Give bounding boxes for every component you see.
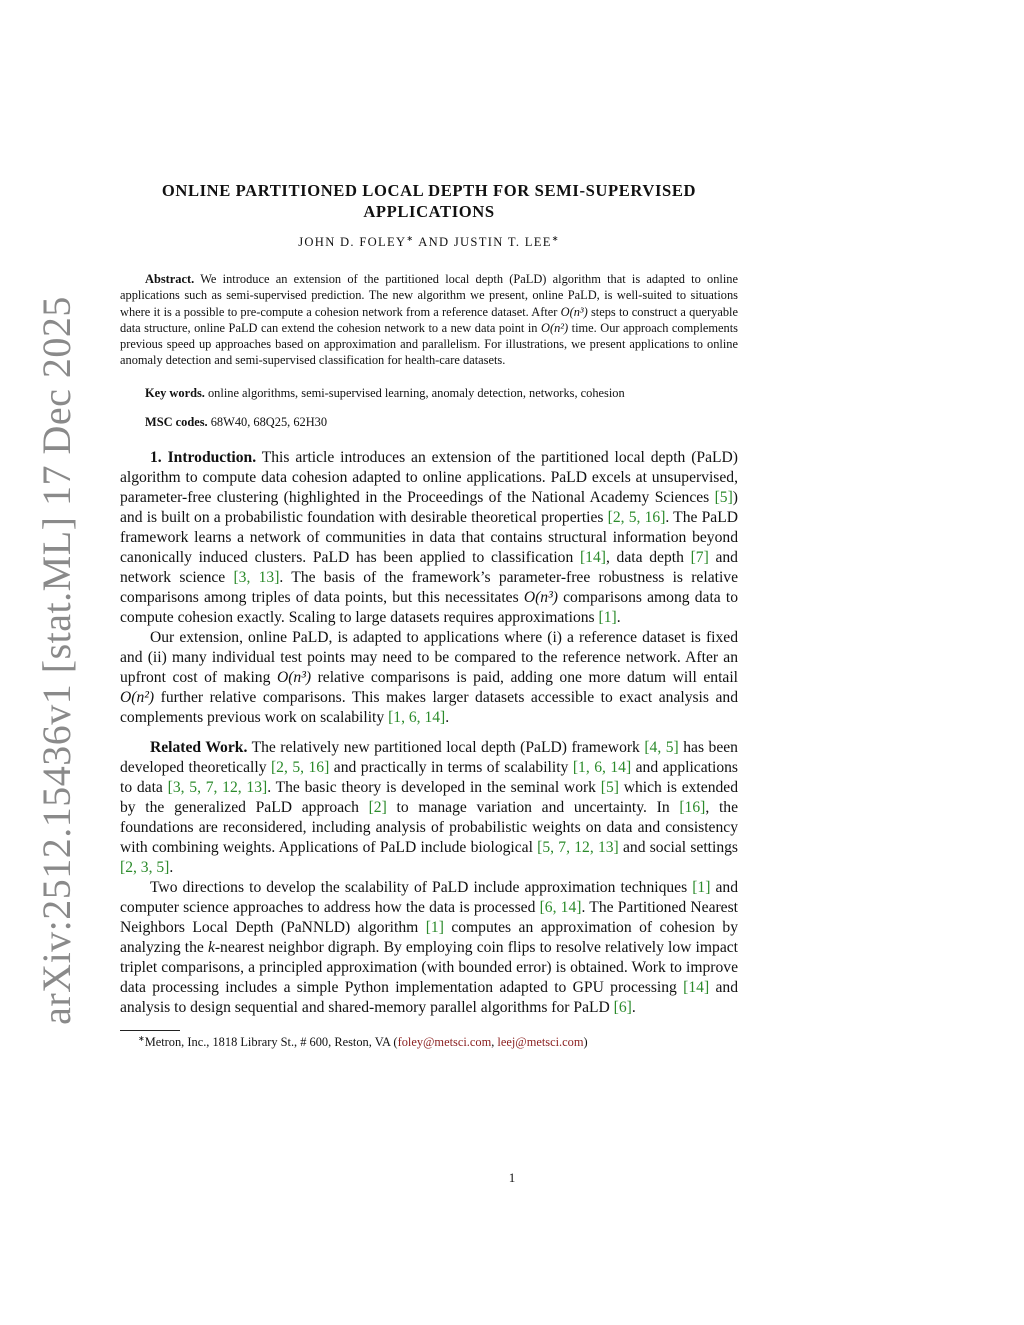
title-line-2: APPLICATIONS: [363, 202, 495, 221]
math-k: k: [207, 939, 215, 957]
introduction-heading: 1. Introduction.: [150, 449, 257, 467]
paper-title: [120, 180, 738, 222]
email-link-foley[interactable]: foley@metsci.com: [397, 1035, 492, 1050]
related-text: -nearest neighbor digraph. By employing coin flips to resolve relatively low impact triplet comparisons, a principled approximation (with bounded error) is obtained. Work to improve data processing includes a simple Python implementation adapted to GPU processing: [120, 939, 738, 997]
footnote-text: Metron, Inc., 1818 Library St., # 600, Reston, VA (: [144, 1035, 398, 1050]
abstract-text-a: We introduce an extension of the partitioned local depth (PaLD) algorithm that is adapted to online applications such as semi-supervised prediction. The new algorithm we present, online PaLD, is well-suited to situations where it is a possible to pre-compute a cohesion network from a reference dataset. After: [120, 272, 738, 319]
related-text: . The Partitioned Nearest Neighbors Local Depth (PaNNLD) algorithm: [120, 899, 739, 937]
author-2: JUSTIN T. LEE: [453, 235, 552, 250]
citation-link[interactable]: [3, 5, 7, 12, 13]: [167, 779, 268, 797]
math-o-n2: O(n²): [541, 320, 569, 335]
citation-link[interactable]: [6]: [613, 999, 632, 1017]
abstract: [120, 271, 738, 368]
citation-link[interactable]: [2, 5, 16]: [270, 759, 330, 777]
intro-text: .: [616, 609, 621, 627]
intro-text: and network science: [120, 549, 738, 587]
intro-text: This article introduces an extension of the partitioned local depth (PaLD) algorithm to compute data cohesion adapted to online applications. PaLD excels at unsupervised, parameter-free clustering (highlighted in the Proceedings of the National Academy Sciences: [120, 449, 739, 507]
footnote-divider: [120, 1030, 180, 1031]
abstract-text-b: steps to construct a queryable data structure, online PaLD can extend the cohesion network to a new data point in: [120, 304, 738, 335]
citation-link[interactable]: [7]: [690, 549, 709, 567]
related-text: which is extended by the generalized PaLD approach: [120, 779, 739, 817]
author-1-footnote-mark[interactable]: ∗: [406, 234, 415, 243]
keywords: [145, 386, 738, 401]
keywords-text: online algorithms, semi-supervised learning, anomaly detection, networks, cohesion: [204, 386, 625, 401]
citation-link[interactable]: [1, 6, 14]: [572, 759, 632, 777]
msc-codes: [145, 415, 738, 430]
related-text: and practically in terms of scalability: [329, 759, 573, 777]
page-number: 1: [508, 1170, 516, 1185]
arxiv-identifier-stamp: [32, 295, 80, 1025]
introduction-paragraph-1: [120, 448, 738, 628]
intro-text: . The basis of the framework’s parameter-free robustness is relative comparisons among triples of data points, but this necessitates: [120, 569, 738, 607]
intro-text: comparisons among data to compute cohesion exactly. Scaling to large datasets requires approximations: [120, 589, 738, 627]
citation-link[interactable]: [2, 3, 5]: [120, 859, 170, 877]
author-list: [120, 234, 738, 250]
related-work-paragraph-1: [120, 738, 738, 878]
title-line-1: ONLINE PARTITIONED LOCAL DEPTH FOR SEMI-SUPERVISED: [161, 181, 697, 200]
intro-text: , data depth: [605, 549, 691, 567]
author-conjunction: AND: [414, 235, 454, 250]
related-text: to manage variation and uncertainty. In: [386, 799, 680, 817]
citation-link[interactable]: [14]: [579, 549, 606, 567]
math-o-n3: O(n³): [560, 304, 588, 319]
citation-link[interactable]: [3, 13]: [233, 569, 280, 587]
intro-text: .: [445, 709, 450, 727]
intro-text: ) and is built on a probabilistic foundation with desirable theoretical properties: [120, 489, 738, 527]
citation-link[interactable]: [1]: [692, 879, 711, 897]
citation-link[interactable]: [5]: [600, 779, 619, 797]
footnote-close: ): [583, 1035, 588, 1050]
citation-link[interactable]: [4, 5]: [644, 739, 679, 757]
author-2-footnote-mark[interactable]: ∗: [551, 234, 560, 243]
related-work-paragraph-2: [120, 878, 738, 1018]
citation-link[interactable]: [1]: [598, 609, 617, 627]
citation-link[interactable]: [1, 6, 14]: [388, 709, 446, 727]
footnote-mark: ∗: [138, 1034, 145, 1044]
related-text: Two directions to develop the scalability of PaLD include approximation techniques: [150, 879, 693, 897]
msc-text: 68W40, 68Q25, 62H30: [207, 415, 328, 430]
citation-link[interactable]: [2]: [368, 799, 387, 817]
abstract-text-c: time. Our approach complements previous speed up approaches based on approximation and parallelism. For illustrations, we present applications to online anomaly detection and semi-supervised classification for health-care datasets.: [120, 320, 738, 368]
math-o-n3: O(n³): [523, 589, 558, 607]
email-link-lee[interactable]: leej@metsci.com: [497, 1035, 584, 1050]
intro-text: relative comparisons is paid, adding one more datum will entail: [311, 669, 738, 687]
author-affiliation-footnote: [120, 1034, 738, 1050]
paper-page: [120, 180, 738, 1051]
related-text: , the foundations are reconsidered, including analysis of probabilistic weights on data and consistency with combining weights. Applications of PaLD include biological: [120, 799, 738, 857]
related-text: . The basic theory is developed in the seminal work: [267, 779, 601, 797]
citation-link[interactable]: [6, 14]: [539, 899, 582, 917]
arxiv-identifier-text: arXiv:2512.15436v1 [stat.ML] 17 Dec 2025: [33, 295, 79, 1025]
related-text: .: [169, 859, 174, 877]
abstract-label: Abstract.: [145, 272, 195, 287]
related-work-heading: Related Work.: [150, 739, 248, 757]
related-text: computes an approximation of cohesion by analyzing the: [120, 919, 738, 957]
citation-link[interactable]: [14]: [683, 979, 710, 997]
related-text: and social settings: [618, 839, 738, 857]
introduction-paragraph-2: [120, 628, 738, 728]
citation-link[interactable]: [5]: [714, 489, 733, 507]
citation-link[interactable]: [16]: [679, 799, 706, 817]
math-o-n3: O(n³): [276, 669, 312, 687]
related-text: and applications to data: [120, 759, 738, 797]
citation-link[interactable]: [2, 5, 16]: [607, 509, 666, 527]
related-text: has been developed theoretically: [120, 739, 738, 777]
intro-text: further relative comparisons. This makes larger datasets accessible to exact analysis and complements previous work on scalability: [120, 689, 738, 727]
keywords-label: Key words.: [145, 386, 205, 401]
intro-text: . The PaLD framework learns a network of communities in data that contains structural information beyond canonically induced clusters. PaLD has been applied to classification: [120, 509, 738, 567]
msc-label: MSC codes.: [145, 415, 208, 430]
footnote-separator: ,: [491, 1035, 498, 1050]
intro-text: Our extension, online PaLD, is adapted to applications where (i) a reference dataset is fixed and (ii) many individual test points may need to be compared to the reference network. After an upfront cost of making: [120, 629, 738, 687]
related-text: .: [631, 999, 636, 1017]
citation-link[interactable]: [5, 7, 12, 13]: [537, 839, 619, 857]
citation-link[interactable]: [1]: [425, 919, 444, 937]
math-o-n2: O(n²): [120, 689, 155, 707]
related-text: and analysis to design sequential and shared-memory parallel algorithms for PaLD: [120, 979, 738, 1017]
author-1: JOHN D. FOLEY: [298, 235, 407, 250]
related-text: and computer science approaches to address how the data is processed: [120, 879, 738, 917]
related-text: The relatively new partitioned local depth (PaLD) framework: [247, 739, 645, 757]
